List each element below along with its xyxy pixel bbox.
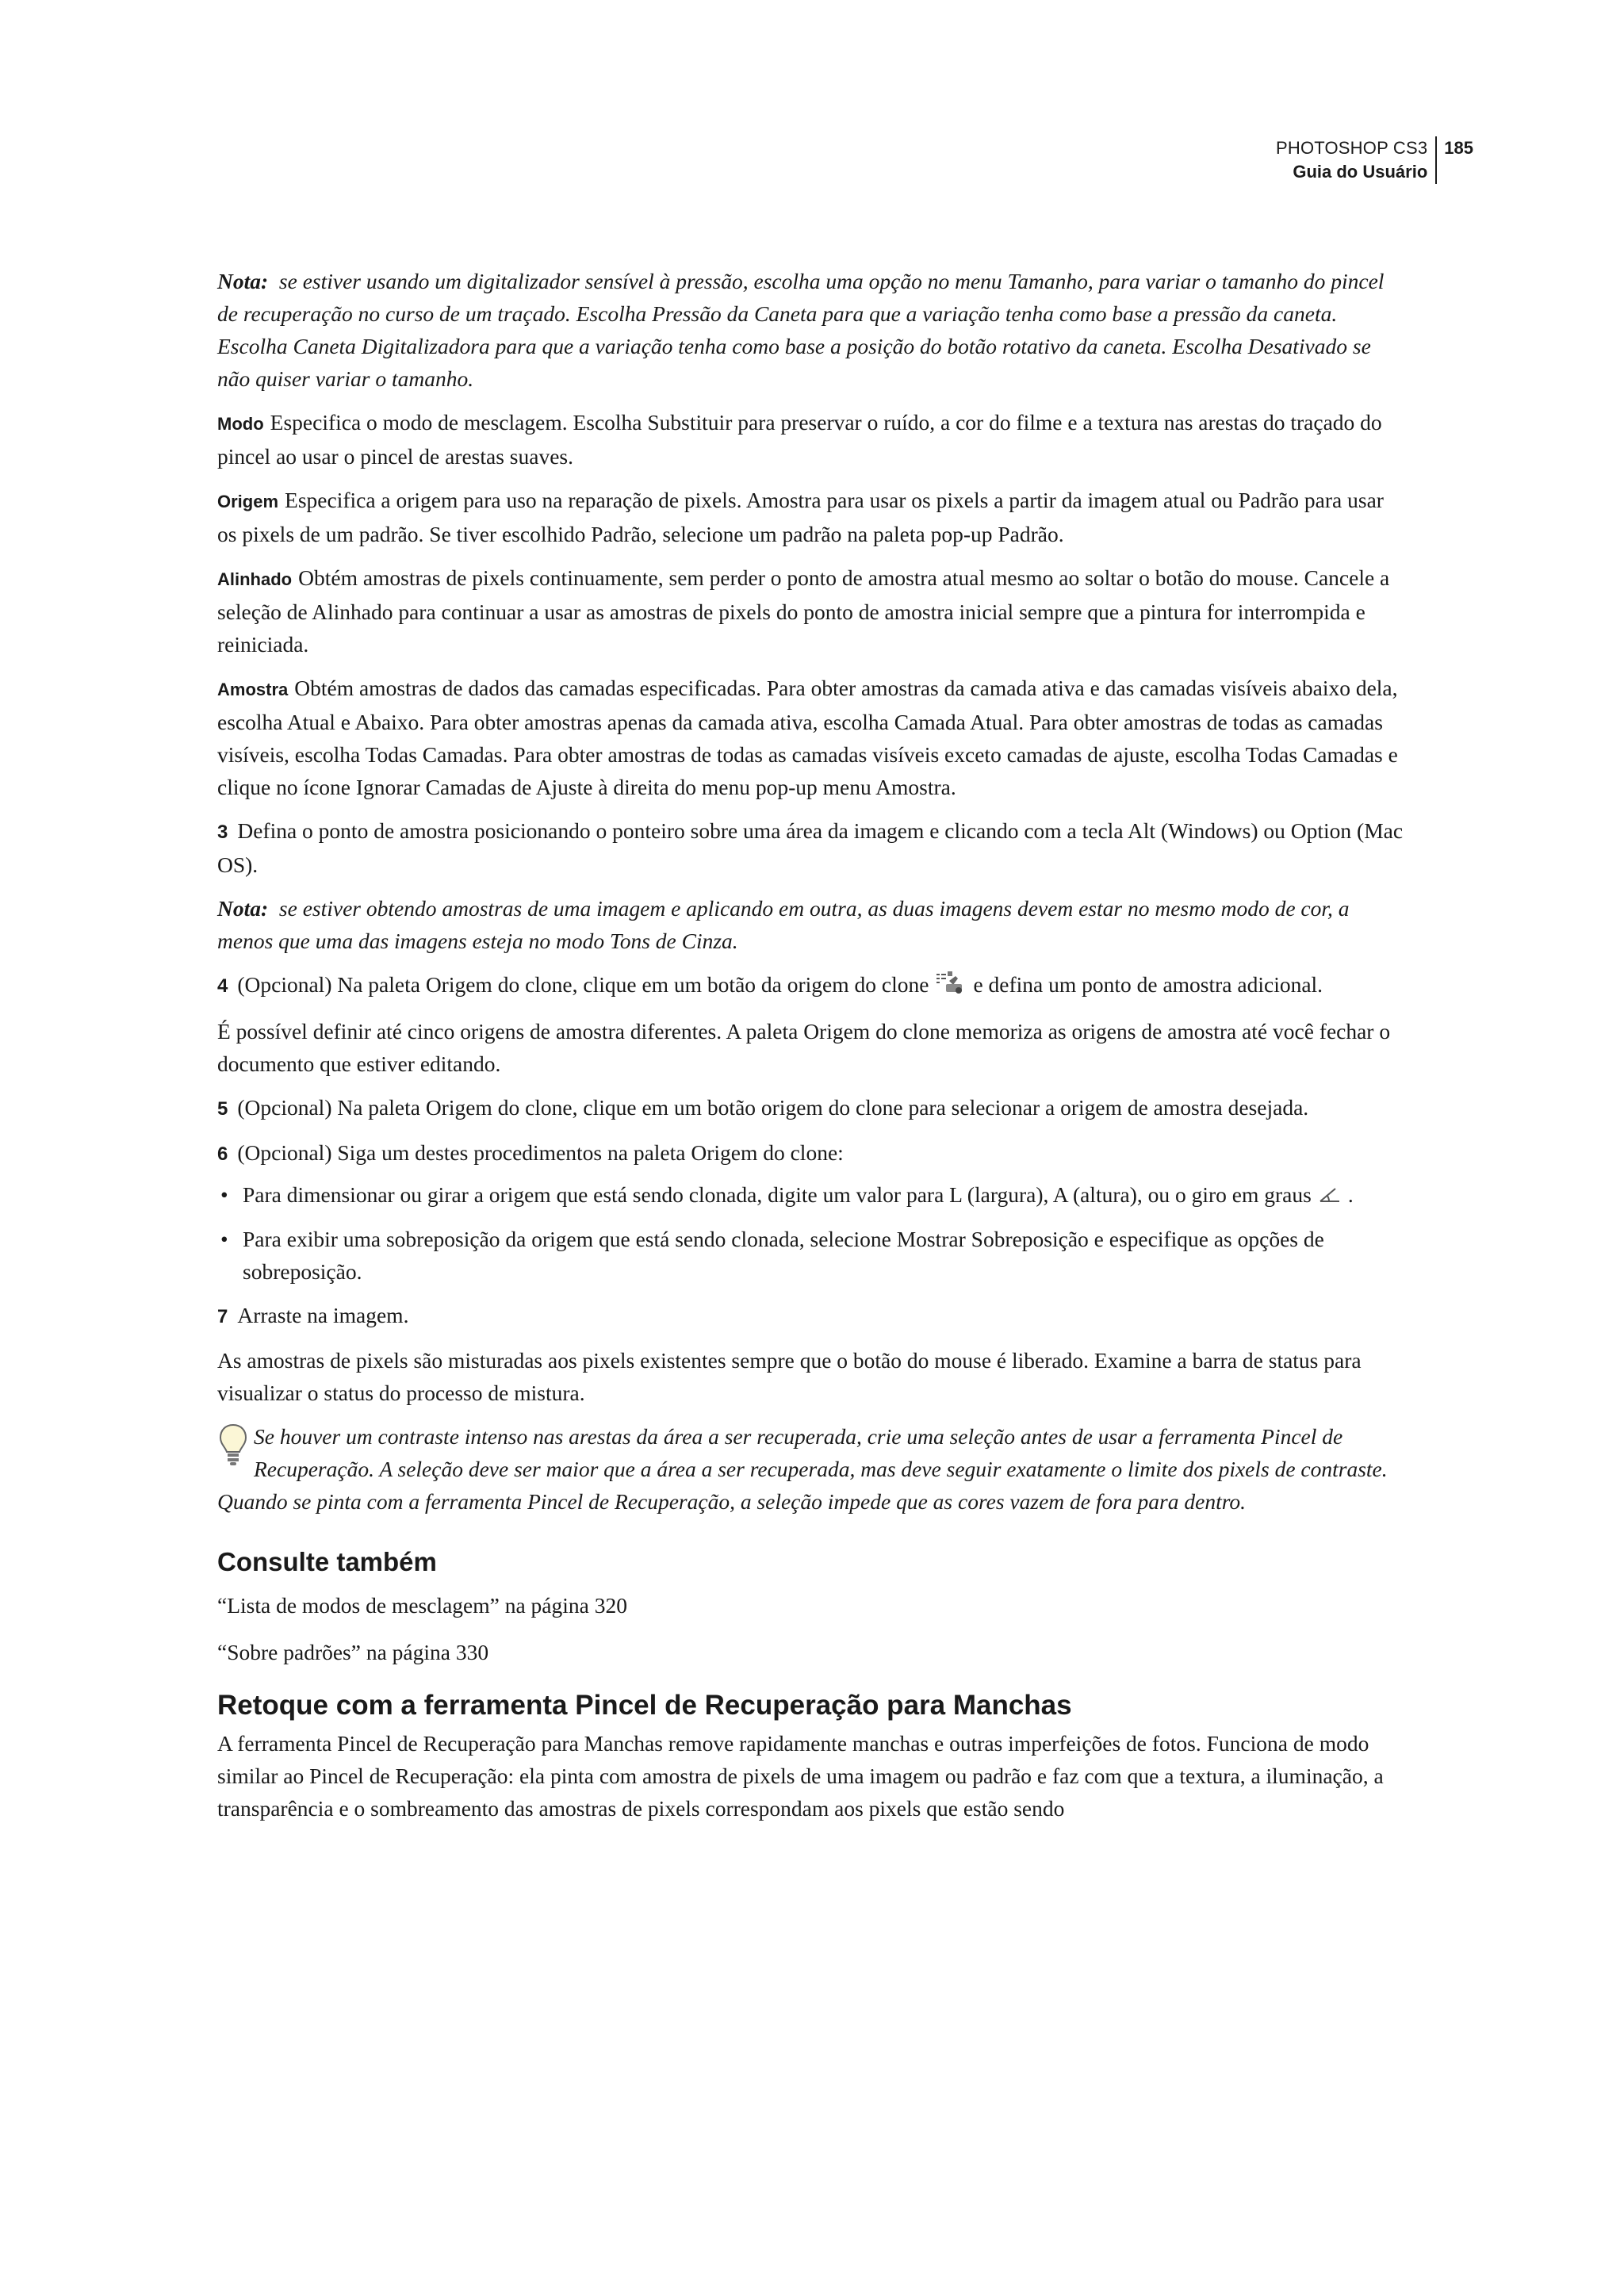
definition-term: Amostra <box>217 680 289 699</box>
paragraph-sources: É possível definir até cinco origens de amostra diferentes. A paleta Origem do clone memoriza as origens de amostra até você fechar o documento que estiver editando. <box>217 1019 1391 1077</box>
definition-origem <box>217 484 1407 550</box>
definition-modo <box>217 406 1407 473</box>
step-5 <box>217 1091 1407 1125</box>
bullet-text: Para exibir uma sobreposição da origem que está sendo clonada, selecione Mostrar Sobreposição e especifique as opções de sobreposição. <box>243 1227 1324 1285</box>
paragraph-mix: As amostras de pixels são misturadas aos pixels existentes sempre que o botão do mouse é liberado. Examine a barra de status para visualizar o status do processo de mistura. <box>217 1348 1362 1406</box>
note-text: se estiver obtendo amostras de uma imagem e aplicando em outra, as duas imagens devem estar no mesmo modo de cor, a menos que uma das imagens esteja no modo Tons de Cinza. <box>217 896 1350 953</box>
bullet-dot: • <box>220 1227 228 1252</box>
step-number: 3 <box>217 821 228 843</box>
step-text: Arraste na imagem. <box>237 1303 409 1328</box>
definition-text: Obtém amostras de dados das camadas especificadas. Para obter amostras da camada ativa e das camadas visíveis abaixo dela, escolha Atual e Abaixo. Para obter amostras apenas da camada ativa, escolha Camada Atual. Para obter amostras de todas as camadas visíveis, escolha Todas Camadas. Para obter amostras de todas as camadas visíveis exceto camadas de ajuste, escolha Todas Camadas e clique no ícone Ignorar Camadas de Ajuste à direita do menu pop-up menu Amostra. <box>217 676 1398 799</box>
section-paragraph: A ferramenta Pincel de Recuperação para Manchas remove rapidamente manchas e outras imperfeições de fotos. Funciona de modo similar ao Pincel de Recuperação: ela pinta com amostra de pixels de uma imagem ou padrão e faz com que a textura, a iluminação, a transparência e o sombreamento das amostras de pixels correspondam aos pixels que estão sendo <box>217 1731 1384 1821</box>
step-7 <box>217 1299 1407 1333</box>
bullet-text-before: Para dimensionar ou girar a origem que está sendo clonada, digite um valor para L (largura), A (altura), ou o giro em graus <box>243 1182 1312 1208</box>
definition-alinhado <box>217 561 1407 661</box>
step-text-before: (Opcional) Na paleta Origem do clone, clique em um botão da origem do clone <box>237 972 929 997</box>
step-text: Defina o ponto de amostra posicionando o ponteiro sobre uma área da imagem e clicando com a tecla Alt (Windows) ou Option (Mac OS). <box>217 818 1404 877</box>
tip <box>217 1420 1407 1518</box>
page-content <box>217 265 1407 1836</box>
definition-term: Origem <box>217 492 279 511</box>
rotate-angle-icon <box>1318 1181 1342 1213</box>
note-pressure <box>217 265 1407 395</box>
options-list <box>217 1178 1407 1288</box>
note-text: se estiver usando um digitalizador sensível à pressão, escolha uma opção no menu Tamanho, para variar o tamanho do pincel de recuperação no curso de um traçado. Escolha Pressão da Caneta para que a variação tenha como base a pressão da caneta. Escolha Caneta Digitalizadora para que a variação tenha como base a posição do botão rotativo da caneta. Escolha Desativado se não quiser variar o tamanho. <box>217 269 1385 391</box>
list-item <box>217 1178 1407 1213</box>
step-text: (Opcional) Siga um destes procedimentos na paleta Origem do clone: <box>237 1140 844 1166</box>
header-product: PHOTOSHOP CS3 <box>1275 138 1428 158</box>
see-also-heading: Consulte também <box>217 1547 437 1577</box>
bullet-text-after: . <box>1347 1182 1354 1208</box>
note-label: Nota: <box>217 269 269 293</box>
clone-source-icon <box>935 970 967 1004</box>
step-6 <box>217 1136 1407 1170</box>
see-also-link-blend-modes[interactable]: “Lista de modos de mesclagem” na página 320 <box>217 1593 627 1618</box>
header-guide: Guia do Usuário <box>1293 162 1428 182</box>
section-heading: Retoque com a ferramenta Pincel de Recuperação para Manchas <box>217 1690 1072 1721</box>
definition-text: Especifica o modo de mesclagem. Escolha Substituir para preservar o ruído, a cor do filme e a textura nas arestas do traçado do pincel ao usar o pincel de arestas suaves. <box>217 410 1382 469</box>
see-also-link-patterns[interactable]: “Sobre padrões” na página 330 <box>217 1640 489 1665</box>
definition-amostra <box>217 672 1407 803</box>
tip-text: Se houver um contraste intenso nas arestas da área a ser recuperada, crie uma seleção antes de usar a ferramenta Pincel de Recuperação. A seleção deve ser maior que a área a ser recuperada, mas deve seguir exatamente o limite dos pixels de contraste. Quando se pinta com a ferramenta Pincel de Recuperação, a seleção impede que as cores vazem de fora para dentro. <box>217 1424 1388 1515</box>
step-number: 4 <box>217 975 228 997</box>
definition-text: Especifica a origem para uso na reparação de pixels. Amostra para usar os pixels a partir da imagem atual ou Padrão para usar os pixels de um padrão. Se tiver escolhido Padrão, selecione um padrão na paleta pop-up Padrão. <box>217 488 1384 546</box>
step-number: 6 <box>217 1143 228 1166</box>
header-titles <box>1276 136 1437 184</box>
step-number: 7 <box>217 1306 228 1328</box>
step-text-after: e defina um ponto de amostra adicional. <box>973 972 1323 997</box>
page-header <box>1276 136 1473 184</box>
step-number: 5 <box>217 1098 228 1120</box>
page-number: 185 <box>1444 138 1473 158</box>
bullet-dot: • <box>220 1182 228 1208</box>
note-color-mode <box>217 892 1407 957</box>
note-label: Nota: <box>217 896 269 921</box>
step-4 <box>217 968 1407 1004</box>
definition-term: Alinhado <box>217 569 293 589</box>
definition-text: Obtém amostras de pixels continuamente, sem perder o ponto de amostra atual mesmo ao soltar o botão do mouse. Cancele a seleção de Alinhado para continuar a usar as amostras de pixels do ponto de amostra inicial sempre que a pintura for interrompida e reiniciada. <box>217 565 1390 657</box>
definition-term: Modo <box>217 414 264 434</box>
step-text: (Opcional) Na paleta Origem do clone, clique em um botão origem do clone para selecionar a origem de amostra desejada. <box>237 1095 1309 1120</box>
lightbulb-icon <box>216 1422 251 1468</box>
step-3 <box>217 814 1407 881</box>
list-item <box>217 1223 1407 1288</box>
